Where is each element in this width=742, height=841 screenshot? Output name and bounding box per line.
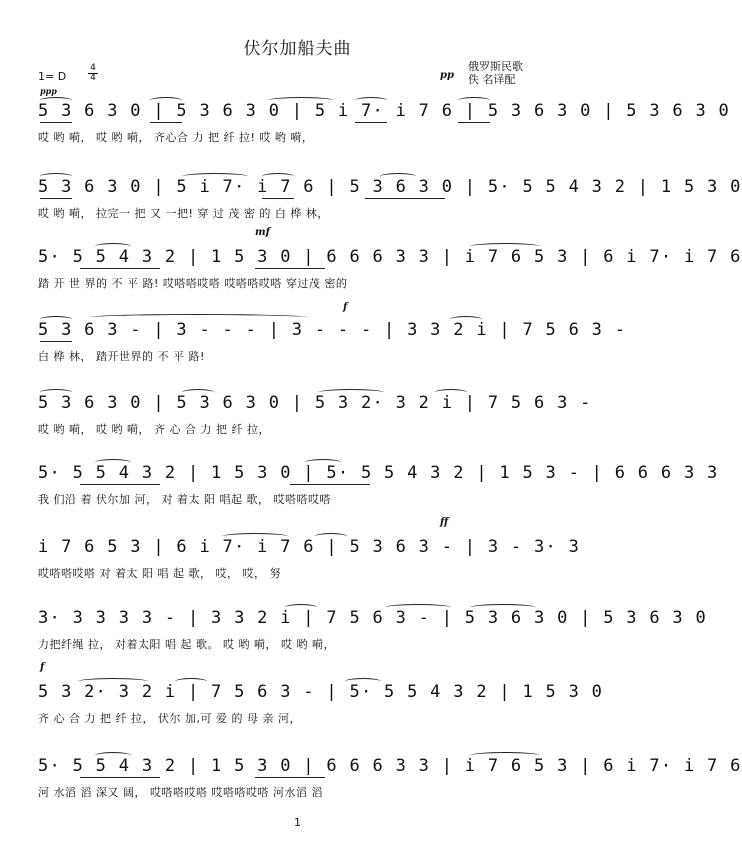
dynamic-ff: ff	[440, 517, 449, 528]
time-signature	[88, 64, 98, 83]
slur	[78, 678, 148, 685]
slur	[355, 97, 387, 104]
beam	[458, 122, 490, 123]
beam	[40, 341, 72, 342]
slur	[470, 243, 540, 250]
beam	[365, 198, 445, 199]
beam	[80, 484, 160, 485]
slur	[222, 533, 288, 540]
beam	[40, 122, 72, 123]
beam	[262, 198, 294, 199]
notation-line-8: 3· 3 3 3 3 - | 3 3 2 i | 7 5 6 3 - | 5 3 6 3 0 | 5 3 6 3 0	[38, 608, 708, 628]
beam	[80, 777, 160, 778]
lyrics-line-8: 力把纤绳 拉， 对着太阳 唱 起 歌。 哎 哟 嗬， 哎 哟 嗬，	[38, 638, 335, 651]
beam	[255, 777, 325, 778]
slur	[435, 389, 467, 396]
slur	[40, 97, 72, 104]
notation-line-3: 5· 5 5 4 3 2 | 1 5 3 0 | 6 6 6 3 3 | i 7 6 5 3 | 6 i 7· i 7 6	[38, 247, 742, 267]
notation-line-1: 5 3 6 3 0 | 5 3 6 3 0 | 5 i 7· i 7 6 | 5 3 6 3 0 | 5 3 6 3 0	[38, 101, 731, 121]
slur	[470, 604, 536, 611]
notation-line-4: 5 3 6 3 - | 3 - - - | 3 - - - | 3 3 2 i | 7 5 6 3 -	[38, 320, 627, 340]
beam	[255, 268, 325, 269]
lyrics-line-10: 河 水滔 滔 深又 阔， 哎嗒嗒哎嗒 哎嗒嗒哎嗒 河水滔 滔	[38, 786, 323, 799]
meter-top: 4	[90, 63, 96, 73]
song-title: 伏尔加船夫曲	[243, 39, 352, 59]
dynamic-pp: pp	[440, 70, 454, 81]
beam	[355, 122, 387, 123]
slur	[305, 459, 341, 466]
notation-line-5: 5 3 6 3 0 | 5 3 6 3 0 | 5 3 2· 3 2 i | 7 5 6 3 -	[38, 393, 592, 413]
lyrics-line-9: 齐 心 合 力 把 纤 拉， 伏尔 加,可 爱 的 母 亲 河，	[38, 712, 301, 725]
lyrics-line-7: 哎嗒嗒哎嗒 对 着太 阳 唱 起 歌， 哎， 哎， 努	[38, 567, 281, 580]
origin-credit: 俄罗斯民歌	[468, 60, 523, 73]
slur	[285, 604, 317, 611]
slur	[470, 752, 540, 759]
lyrics-line-3: 踏 开 世 界的 不 平 路! 哎嗒嗒哎嗒 哎嗒嗒哎嗒 穿过茂 密的	[38, 277, 348, 290]
slur	[380, 173, 416, 180]
slur	[385, 604, 451, 611]
page-number: 1	[294, 816, 301, 829]
slur	[95, 243, 131, 250]
meter-bottom: 4	[88, 73, 98, 83]
slur	[95, 459, 131, 466]
dynamic-ppp: ppp	[40, 86, 57, 96]
slur	[458, 97, 490, 104]
dynamic-mf: mf	[255, 227, 270, 238]
slur	[315, 533, 347, 540]
tie	[88, 314, 308, 321]
lyrics-line-5: 哎 哟 嗬， 哎 哟 嗬， 齐 心 合 力 把 纤 拉，	[38, 423, 270, 436]
lyrics-line-6: 我 们沿 着 伏尔加 河， 对 着太 阳 唱起 歌， 哎嗒嗒哎嗒	[38, 493, 331, 506]
slur	[182, 389, 214, 396]
notation-line-9: 5 3 2· 3 2 i | 7 5 6 3 - | 5· 5 5 4 3 2 | 1 5 3 0	[38, 682, 604, 702]
credits	[468, 60, 523, 86]
slur	[95, 752, 131, 759]
slur	[40, 173, 72, 180]
slur	[150, 97, 182, 104]
slur	[182, 173, 248, 180]
key-signature: 1= D	[38, 70, 67, 83]
dynamic-f-second: f	[40, 662, 45, 673]
lyrics-line-4: 白 桦 林， 踏开世界的 不 平 路!	[38, 350, 205, 363]
slur	[40, 389, 72, 396]
notation-line-2: 5 3 6 3 0 | 5 i 7· i 7 6 | 5 3 6 3 0 | 5· 5 5 4 3 2 | 1 5 3 0	[38, 177, 742, 197]
slur	[450, 316, 482, 323]
notation-line-7: i 7 6 5 3 | 6 i 7· i 7 6 | 5 3 6 3 - | 3 - 3· 3	[38, 537, 581, 557]
beam	[150, 122, 182, 123]
notation-line-6: 5· 5 5 4 3 2 | 1 5 3 0 | 5· 5 5 4 3 2 | 1 5 3 - | 6 6 6 3 3	[38, 463, 719, 483]
slur	[262, 173, 294, 180]
slur	[318, 389, 384, 396]
arranger-credit: 佚 名译配	[468, 73, 516, 86]
beam	[80, 268, 160, 269]
lyrics-line-1: 哎 哟 嗬， 哎 哟 嗬， 齐心合 力 把 纤 拉! 哎 哟 嗬，	[38, 131, 314, 144]
lyrics-line-2: 哎 哟 嗬， 拉完一 把 又 一把! 穿 过 茂 密 的 白 桦 林，	[38, 207, 329, 220]
slur	[175, 678, 207, 685]
beam	[290, 484, 370, 485]
slur	[40, 316, 72, 323]
slur	[268, 97, 334, 104]
slur	[345, 678, 381, 685]
dynamic-f: f	[343, 302, 348, 313]
notation-line-10: 5· 5 5 4 3 2 | 1 5 3 0 | 6 6 6 3 3 | i 7 6 5 3 | 6 i 7· i 7 6	[38, 756, 742, 776]
beam	[40, 198, 72, 199]
